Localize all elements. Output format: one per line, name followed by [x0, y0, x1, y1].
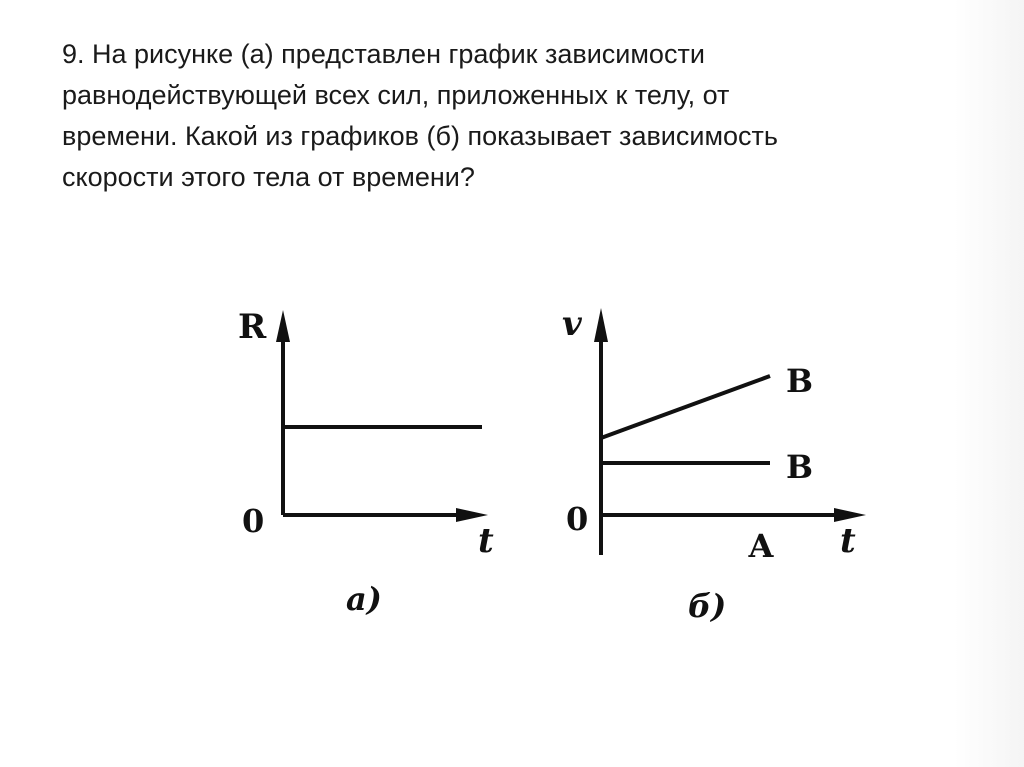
question-line-3: времени. Какой из графиков (б) показывает зависимость — [62, 121, 778, 151]
graph-a-x-label: t — [478, 521, 494, 561]
graph-b-y-arrow — [594, 308, 608, 342]
graph-b-x-arrow — [834, 508, 866, 522]
graph-b-caption: б) — [688, 587, 727, 625]
graph-b-constant-line-label: В — [786, 448, 814, 486]
graph-a — [238, 307, 494, 618]
question-line-2: равнодействующей всех сил, приложенных к телу, от — [62, 80, 730, 110]
graph-b-rising-line-label: В — [786, 362, 814, 400]
graph-b-x-label: t — [840, 521, 856, 561]
graph-b-axis-line-label: А — [748, 527, 775, 565]
graph-b-y-label: v — [562, 304, 582, 344]
graph-a-origin-label: 0 — [242, 502, 265, 540]
graph-b — [562, 304, 866, 625]
question-line-4: скорости этого тела от времени? — [62, 162, 475, 192]
question-line-1: 9. На рисунке (а) представлен график зависимости — [62, 39, 705, 69]
graph-b-rising-line — [601, 376, 770, 438]
graph-a-y-label: R — [238, 307, 267, 347]
graph-b-origin-label: 0 — [566, 500, 589, 538]
graph-a-y-arrow — [276, 310, 290, 342]
graph-a-x-arrow — [456, 508, 488, 522]
graph-a-caption: а) — [346, 580, 382, 618]
